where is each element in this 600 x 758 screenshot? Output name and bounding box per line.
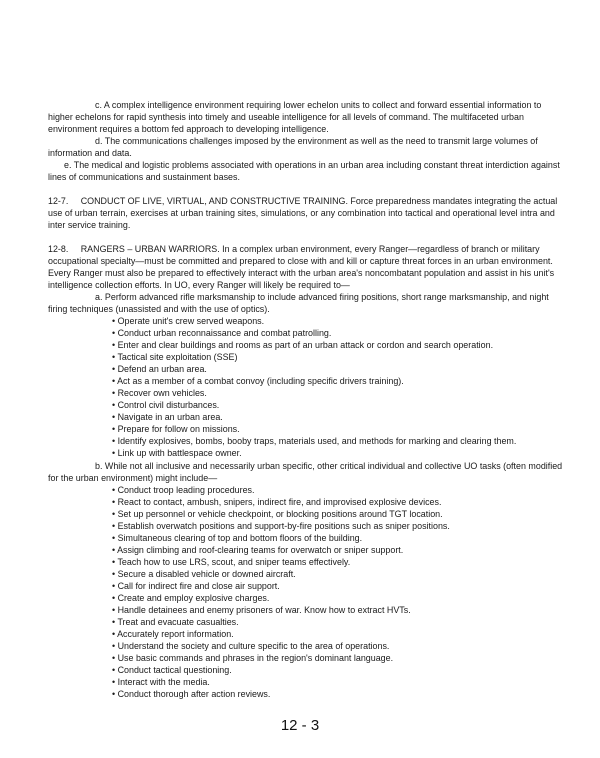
bullet-item: • Conduct urban reconnaissance and combat patrolling. bbox=[112, 328, 332, 339]
bullet-item: • Conduct troop leading procedures. bbox=[112, 485, 255, 496]
bullet-item: • React to contact, ambush, snipers, indirect fire, and improvised explosive devices. bbox=[112, 497, 442, 508]
section-12-8-heading-line: 12-8. RANGERS – URBAN WARRIORS. In a complex urban environment, every Ranger—regardless of branch or military bbox=[48, 244, 540, 255]
section-12-7-heading-line: 12-7. CONDUCT OF LIVE, VIRTUAL, AND CONSTRUCTIVE TRAINING. Force preparedness mandates integrating the actual bbox=[48, 196, 558, 207]
bullet-item: • Use basic commands and phrases in the region's dominant language. bbox=[112, 653, 394, 664]
bullet-item: • Handle detainees and enemy prisoners of war. Know how to extract HVTs. bbox=[112, 605, 411, 616]
bullet-item: • Secure a disabled vehicle or downed aircraft. bbox=[112, 569, 296, 580]
section-12-8-line: Every Ranger must also be prepared to effectively interact with the urban area's noncombatant population and assist in his unit's bbox=[48, 268, 555, 279]
para-e-line: lines of communications and sustainment bases. bbox=[48, 172, 240, 183]
section-12-8-line: occupational specialty—must be committed and prepared to close with and kill or capture threat forces in an urban environment. bbox=[48, 256, 553, 267]
para-c-line: environment requires a bottom fed approach to developing intelligence. bbox=[48, 124, 329, 135]
para-a-line: a. Perform advanced rifle marksmanship to include advanced firing positions, short range marksmanship, and night bbox=[95, 292, 549, 303]
para-c-line: c. A complex intelligence environment requiring lower echelon units to collect and forward essential information to bbox=[95, 100, 542, 111]
bullet-item: • Call for indirect fire and close air support. bbox=[112, 581, 280, 592]
bullet-item: • Conduct tactical questioning. bbox=[112, 665, 232, 676]
bullet-item: • Create and employ explosive charges. bbox=[112, 593, 270, 604]
bullet-item: • Control civil disturbances. bbox=[112, 400, 220, 411]
bullet-item: • Enter and clear buildings and rooms as part of an urban attack or cordon and search operation. bbox=[112, 340, 494, 351]
bullet-item: • Conduct thorough after action reviews. bbox=[112, 689, 271, 700]
page-number: 12 - 3 bbox=[280, 717, 320, 734]
para-e-line: e. The medical and logistic problems associated with operations in an urban area including constant threat interdiction against bbox=[64, 160, 560, 171]
section-12-7-line: inter service training. bbox=[48, 220, 131, 231]
bullet-item: • Tactical site exploitation (SSE) bbox=[112, 352, 238, 363]
bullet-item: • Understand the society and culture specific to the area of operations. bbox=[112, 641, 390, 652]
bullet-item: • Teach how to use LRS, scout, and sniper teams effectively. bbox=[112, 557, 351, 568]
section-12-7-line: use of urban terrain, exercises at urban training sites, simulations, or any combination into tactical and operational level intra and bbox=[48, 208, 555, 219]
bullet-item: • Establish overwatch positions and support-by-fire positions such as sniper positions. bbox=[112, 521, 450, 532]
bullet-item: • Interact with the media. bbox=[112, 677, 210, 688]
bullet-item: • Operate unit's crew served weapons. bbox=[112, 316, 265, 327]
bullet-item: • Simultaneous clearing of top and bottom floors of the building. bbox=[112, 533, 363, 544]
para-d-line: information and data. bbox=[48, 148, 132, 159]
bullet-item: • Assign climbing and roof-clearing teams for overwatch or sniper support. bbox=[112, 545, 404, 556]
section-12-8-line: intelligence collection efforts. In UO, every Ranger will likely be required to— bbox=[48, 280, 350, 291]
bullet-item: • Act as a member of a combat convoy (including specific drivers training). bbox=[112, 376, 404, 387]
bullet-item: • Identify explosives, bombs, booby traps, materials used, and methods for marking and clearing them. bbox=[112, 436, 517, 447]
bullet-item: • Link up with battlespace owner. bbox=[112, 448, 242, 459]
bullet-item: • Defend an urban area. bbox=[112, 364, 207, 375]
bullet-item: • Navigate in an urban area. bbox=[112, 412, 223, 423]
bullet-item: • Recover own vehicles. bbox=[112, 388, 207, 399]
para-c-line: higher echelons for rapid synthesis into timely and useable intelligence for all levels of command. The multifaceted urban bbox=[48, 112, 524, 123]
para-d-line: d. The communications challenges imposed by the environment as well as the need to transmit large volumes of bbox=[95, 136, 538, 147]
para-a-line: firing techniques (unassisted and with the use of optics). bbox=[48, 304, 270, 315]
para-b-line: b. While not all inclusive and necessarily urban specific, other critical individual and collective UO tasks (often modified bbox=[95, 461, 563, 472]
bullet-item: • Prepare for follow on missions. bbox=[112, 424, 240, 435]
bullet-item: • Treat and evacuate casualties. bbox=[112, 617, 239, 628]
bullet-item: • Set up personnel or vehicle checkpoint, or blocking positions around TGT location. bbox=[112, 509, 443, 520]
bullet-item: • Accurately report information. bbox=[112, 629, 234, 640]
para-b-line: for the urban environment) might include— bbox=[48, 473, 218, 484]
